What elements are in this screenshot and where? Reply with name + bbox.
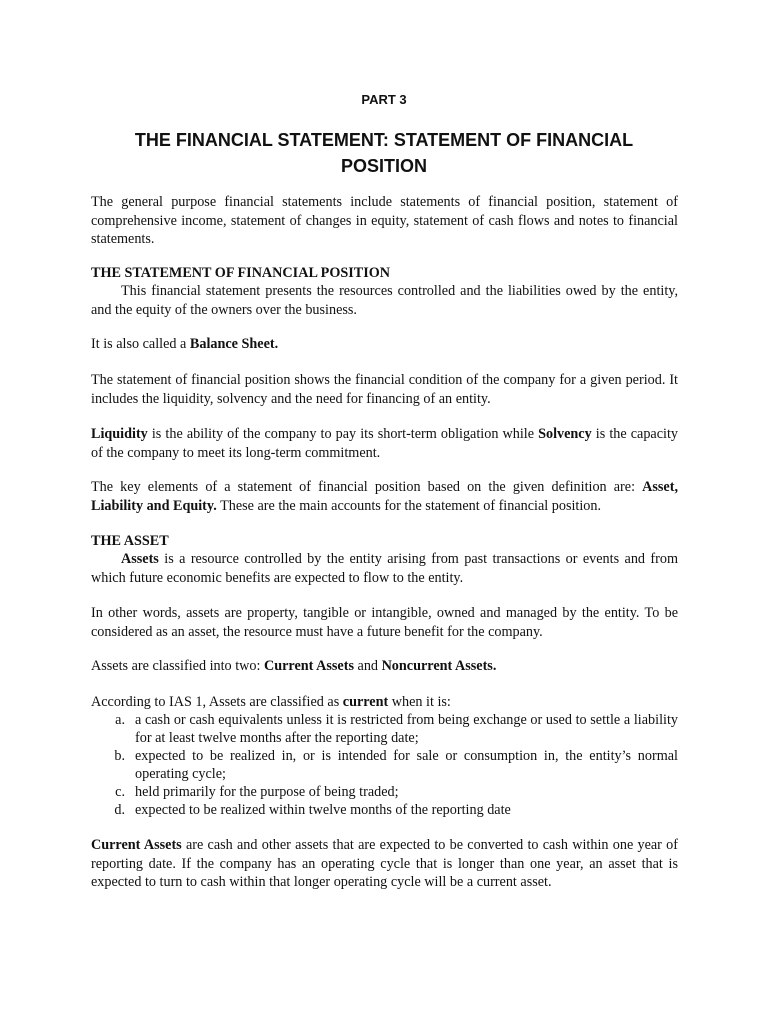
current-assets-def-text: are cash and other assets that are expected to be converted to cash within one year of reporting date. If the company has an operating cycle that is longer than one year, an asset that is expected to turn to cash within that longer operating cycle will be a current asset. (91, 837, 678, 890)
list-item-text: expected to be realized in, or is intended for sale or consumption in, the entity’s normal operating cycle; (135, 748, 678, 782)
classification-paragraph (91, 657, 678, 676)
ias-paragraph (91, 693, 678, 712)
financial-condition-paragraph: The statement of financial position shows the financial condition of the company for a given period. It includes the liquidity, solvency and the need for financing of an entity. (91, 372, 678, 407)
list-item-text: a cash or cash equivalents unless it is restricted from being exchange or used to settle a liability for at least twelve months after the reporting date; (135, 712, 678, 746)
document-title: THE FINANCIAL STATEMENT: STATEMENT OF FINANCIAL POSITION (134, 130, 634, 176)
current-assets-def-term: Current Assets (91, 837, 182, 853)
sfp-definition-paragraph (91, 282, 678, 319)
liquidity-solvency-paragraph (91, 425, 678, 462)
list-item (91, 783, 678, 801)
assets-term: Assets (121, 551, 159, 567)
liquidity-term: Liquidity (91, 426, 148, 442)
list-marker: d. (114, 802, 125, 818)
list-marker: c. (115, 784, 125, 800)
current-assets-term: Current Assets (263, 658, 354, 674)
ias-suffix: when it is: (388, 694, 451, 710)
list-item (91, 801, 678, 819)
solvency-text: is the capacity of the company to meet its long-term commitment. (91, 426, 678, 461)
list-marker: b. (114, 748, 125, 764)
list-item (91, 711, 678, 747)
key-elements-paragraph (91, 478, 678, 515)
balance-sheet-term: Balance Sheet. (189, 336, 279, 352)
classified-prefix: Assets are classified into two: (91, 658, 264, 674)
noncurrent-assets-term: Noncurrent Assets. (381, 658, 497, 674)
list-item-text: expected to be realized within twelve months of the reporting date (135, 802, 511, 818)
elements-prefix: The key elements of a statement of financial position based on the given definition are: (91, 479, 643, 495)
current-assets-definition-paragraph (91, 836, 678, 892)
balance-sheet-paragraph (91, 335, 678, 354)
intro-paragraph: The general purpose financial statements include statements of financial position, statement of comprehensive income, statement of changes in equity, statement of cash flows and notes to financial statements. (91, 194, 678, 247)
sfp-definition-text: This financial statement presents the resources controlled and the liabilities owed by the entity, and the equity of the owners over the business. (91, 283, 678, 318)
list-item-text: held primarily for the purpose of being traded; (135, 784, 399, 800)
ias-prefix: According to IAS 1, Assets are classified as (91, 694, 343, 710)
liquidity-text: is the ability of the company to pay its short-term obligation while (147, 426, 539, 442)
other-words-paragraph: In other words, assets are property, tangible or intangible, owned and managed by the entity. To be considered as an asset, the resource must have a future benefit for the company. (91, 605, 678, 640)
ias-current-term: current (342, 694, 389, 710)
asset-definition-paragraph (91, 550, 678, 587)
list-marker: a. (115, 712, 125, 728)
elements-suffix: These are the main accounts for the statement of financial position. (216, 497, 602, 514)
and-word: and (353, 658, 382, 674)
aka-prefix: It is also called a (91, 336, 190, 352)
elements-terms: Asset, Liability and Equity. (91, 479, 678, 514)
asset-definition-text: is a resource controlled by the entity arising from past transactions or events and from which future economic benefits are expected to flow to the entity. (91, 551, 678, 586)
part-label: PART 3 (361, 92, 407, 107)
solvency-term: Solvency (538, 426, 592, 442)
current-criteria-list (91, 711, 678, 819)
asset-heading: THE ASSET (91, 533, 169, 549)
sfp-heading: THE STATEMENT OF FINANCIAL POSITION (91, 265, 391, 281)
list-item (91, 747, 678, 783)
